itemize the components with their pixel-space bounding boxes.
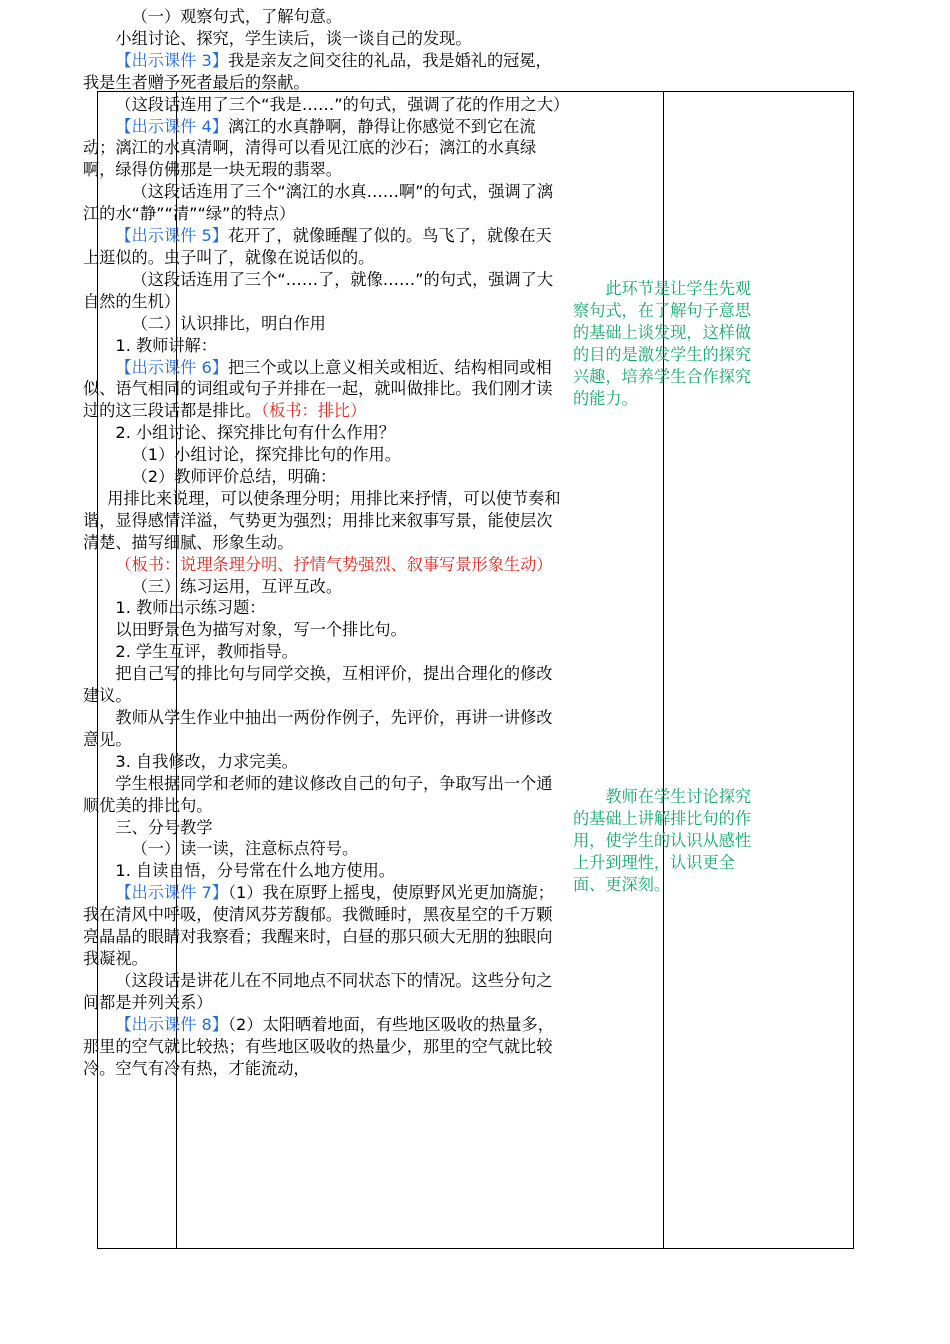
paragraph	[83, 116, 563, 182]
quote-text: 我是亲友之间交往的礼品，我是婚礼的冠冕，我是生者赠予死者最后的祭献。	[83, 50, 552, 92]
column-divider-right	[663, 92, 664, 1248]
section-heading: （二）认识排比，明白作用	[131, 313, 326, 333]
quote-text: （1）我在原野上摇曳，使原野风光更加旖旎；我在清风中呼吸，使清风芬芳馥郁。我微睡时，黑夜星空的千万颗亮晶晶的眼睛对我察看；我醒来时，白昼的那只硕大无朋的独眼向我凝视。	[83, 883, 554, 968]
exercise-text: 以田野景色为描写对象，写一个排比句。	[115, 620, 407, 640]
section-heading: （三）练习运用，互评互改。	[131, 576, 343, 596]
step-heading: 1. 教师出示练习题：	[115, 598, 266, 618]
step-heading: 2. 小组讨论、探究排比句有什么作用？	[115, 423, 395, 443]
paragraph: 小组讨论、探究，学生读后，谈一谈自己的发现。	[115, 28, 472, 48]
paragraph	[83, 50, 563, 94]
step-heading: 1. 教师讲解：	[115, 335, 217, 355]
slide-tag: 【出示课件 6】	[115, 357, 228, 377]
paragraph: 教师从学生作业中抽出一两份作例子，先评价，再讲一讲修改意见。	[83, 708, 553, 749]
step-heading: 3. 自我修改，力求完美。	[115, 751, 298, 771]
quote-text: 漓江的水真静啊，静得让你感觉不到它在流动；漓江的水真清啊，清得可以看见江底的沙石；漓江的水真绿啊，绿得仿佛那是一块无瑕的翡翠。	[83, 116, 537, 180]
note-text: 教师在学生讨论探究的基础上讲解排比句的作用，使学生的认识从感性上升到理性，认识更全面、更深刻。	[573, 787, 752, 894]
step-heading: 2. 学生互评，教师指导。	[115, 642, 298, 662]
definition-text: 把三个或以上意义相关或相近、结构相同或相似、语气相同的词组或句子并排在一起，就叫做排比。我们刚才读过的这三段话都是排比。	[83, 357, 553, 421]
section-heading: （一）观察句式，了解句意。	[131, 7, 343, 26]
step-heading: 1. 自读自悟，分号常在什么地方使用。	[115, 861, 395, 881]
teaching-content	[83, 6, 570, 1079]
paragraph: 学生根据同学和老师的建议修改自己的句子，争取写出一个通顺优美的排比句。	[83, 773, 553, 815]
section-heading: （一）读一读，注意标点符号。	[131, 839, 359, 859]
sub-step: （2）教师评价总结，明确：	[131, 467, 337, 487]
board-note: （板书：排比）	[261, 401, 367, 421]
design-note-2	[573, 786, 753, 896]
section-heading: 三、分号教学	[115, 817, 213, 837]
paragraph	[83, 882, 563, 970]
slide-tag: 【出示课件 7】	[115, 883, 228, 903]
paragraph: 用排比来说理，可以使条理分明；用排比来抒情，可以使节奏和谐，显得感情洋溢，气势更为强烈；用排比来叙事写景，能使层次清楚、描写细腻、形象生动。	[83, 488, 561, 552]
annotation: （这段话连用了三个“……了，就像……”的句式，强调了大自然的生机）	[83, 269, 554, 311]
slide-tag: 【出示课件 5】	[115, 226, 228, 246]
design-note-1	[573, 278, 753, 409]
paragraph: 把自己写的排比句与同学交换，互相评价，提出合理化的修改建议。	[83, 664, 553, 706]
paragraph	[83, 225, 563, 269]
quote-text: 花开了，就像睡醒了似的。鸟飞了，就像在天上逛似的。虫子叫了，就像在说话似的。	[83, 226, 552, 267]
annotation: （这段话连用了三个“我是……”的句式，强调了花的作用之大）	[115, 94, 570, 114]
annotation: （这段话是讲花儿在不同地点不同状态下的情况。这些分句之间都是并列关系）	[83, 970, 553, 1012]
slide-tag: 【出示课件 4】	[115, 116, 228, 136]
annotation: （这段话连用了三个“漓江的水真……啊”的句式，强调了漓江的水“静”“清”“绿”的特点）	[83, 182, 554, 224]
slide-tag: 【出示课件 3】	[115, 50, 228, 70]
sub-step: （1）小组讨论，探究排比句的作用。	[131, 445, 401, 465]
note-text: 此环节是让学生先观察句式，在了解句子意思的基础上谈发现，这样做的目的是激发学生的探究兴趣，培养学生合作探究的能力。	[573, 279, 752, 408]
paragraph	[83, 357, 563, 423]
slide-tag: 【出示课件 8】	[115, 1014, 228, 1034]
paragraph	[83, 1014, 563, 1080]
quote-text: （2）太阳晒着地面，有些地区吸收的热量多，那里的空气就比较热；有些地区吸收的热量少，那里的空气就比较冷。空气有冷有热，才能流动，	[83, 1014, 554, 1078]
board-note: （板书：说理条理分明、抒情气势强烈、叙事写景形象生动）	[115, 554, 553, 574]
